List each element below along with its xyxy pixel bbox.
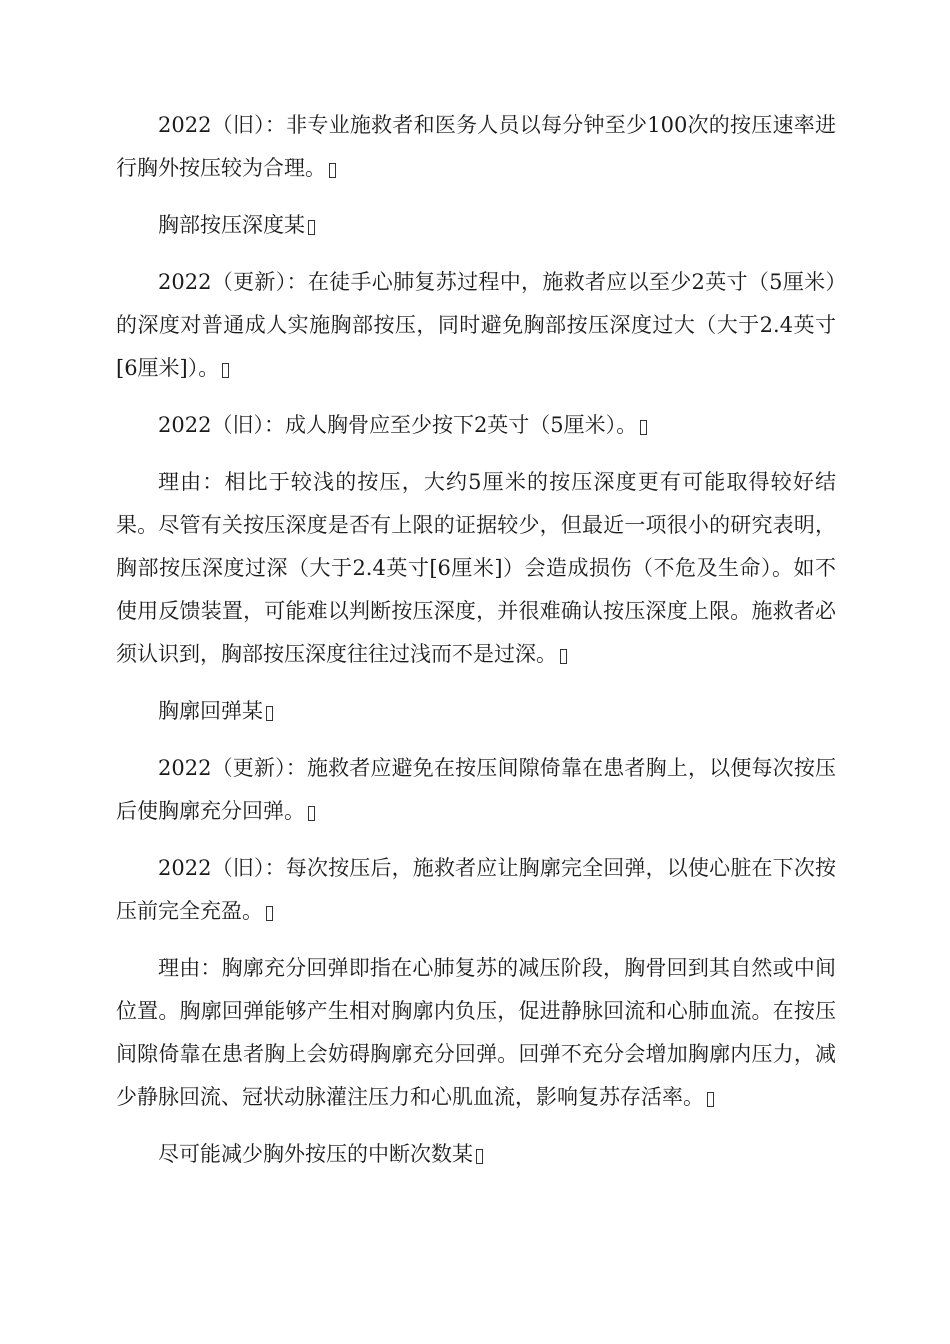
paragraph-updated-depth: 2022（更新）：在徒手心肺复苏过程中，施救者应以至少2英寸（5厘米）的深度对普通成人实施胸部按压，同时避免胸部按压深度过大（大于2.4英寸[6厘米]）。 <box>116 270 836 380</box>
paragraph-old-recoil: 2022（旧）：每次按压后，施救者应让胸廓完全回弹，以使心脏在下次按压前完全充盈。 <box>116 856 836 923</box>
paragraph-mark-icon <box>560 649 567 664</box>
document-page <box>116 104 836 1190</box>
heading-compression-depth: 胸部按压深度某 <box>116 204 836 247</box>
paragraph-mark-icon <box>308 806 315 821</box>
paragraph-rationale-recoil: 理由：胸廓充分回弹即指在心肺复苏的减压阶段，胸骨回到其自然或中间位置。胸廓回弹能够产生相对胸廓内负压，促进静脉回流和心肺血流。在按压间隙倚靠在患者胸上会妨碍胸廓充分回弹。回弹不充分会增加胸廓内压力，减少静脉回流、冠状动脉灌注压力和心肌血流，影响复苏存活率。 <box>116 956 836 1109</box>
paragraph-updated-recoil: 2022（更新）：施救者应避免在按压间隙倚靠在患者胸上，以便每次按压后使胸廓充分回弹。 <box>116 756 836 823</box>
paragraph-mark-icon <box>707 1092 714 1107</box>
paragraph-mark-icon <box>266 706 273 721</box>
paragraph-mark-icon <box>308 220 315 235</box>
paragraph-mark-icon <box>222 363 229 378</box>
paragraph-old-depth: 2022（旧）：成人胸骨应至少按下2英寸（5厘米）。 <box>116 404 836 447</box>
paragraph-mark-icon <box>640 420 647 435</box>
paragraph-old-rate: 2022（旧）：非专业施救者和医务人员以每分钟至少100次的按压速率进行胸外按压较为合理。 <box>116 113 836 180</box>
paragraph-mark-icon <box>329 163 336 178</box>
heading-minimize-interruptions: 尽可能减少胸外按压的中断次数某 <box>116 1133 836 1176</box>
heading-chest-recoil: 胸廓回弹某 <box>116 690 836 733</box>
paragraph-rationale-depth: 理由：相比于较浅的按压，大约5厘米的按压深度更有可能取得较好结果。尽管有关按压深度是否有上限的证据较少，但最近一项很小的研究表明，胸部按压深度过深（大于2.4英寸[6厘米]）会造成损伤（不危及生命）。如不使用反馈装置，可能难以判断按压深度，并很难确认按压深度上限。施救者必须认识到，胸部按压深度往往过浅而不是过深。 <box>116 470 836 666</box>
paragraph-mark-icon <box>476 1149 483 1164</box>
paragraph-mark-icon <box>266 906 273 921</box>
